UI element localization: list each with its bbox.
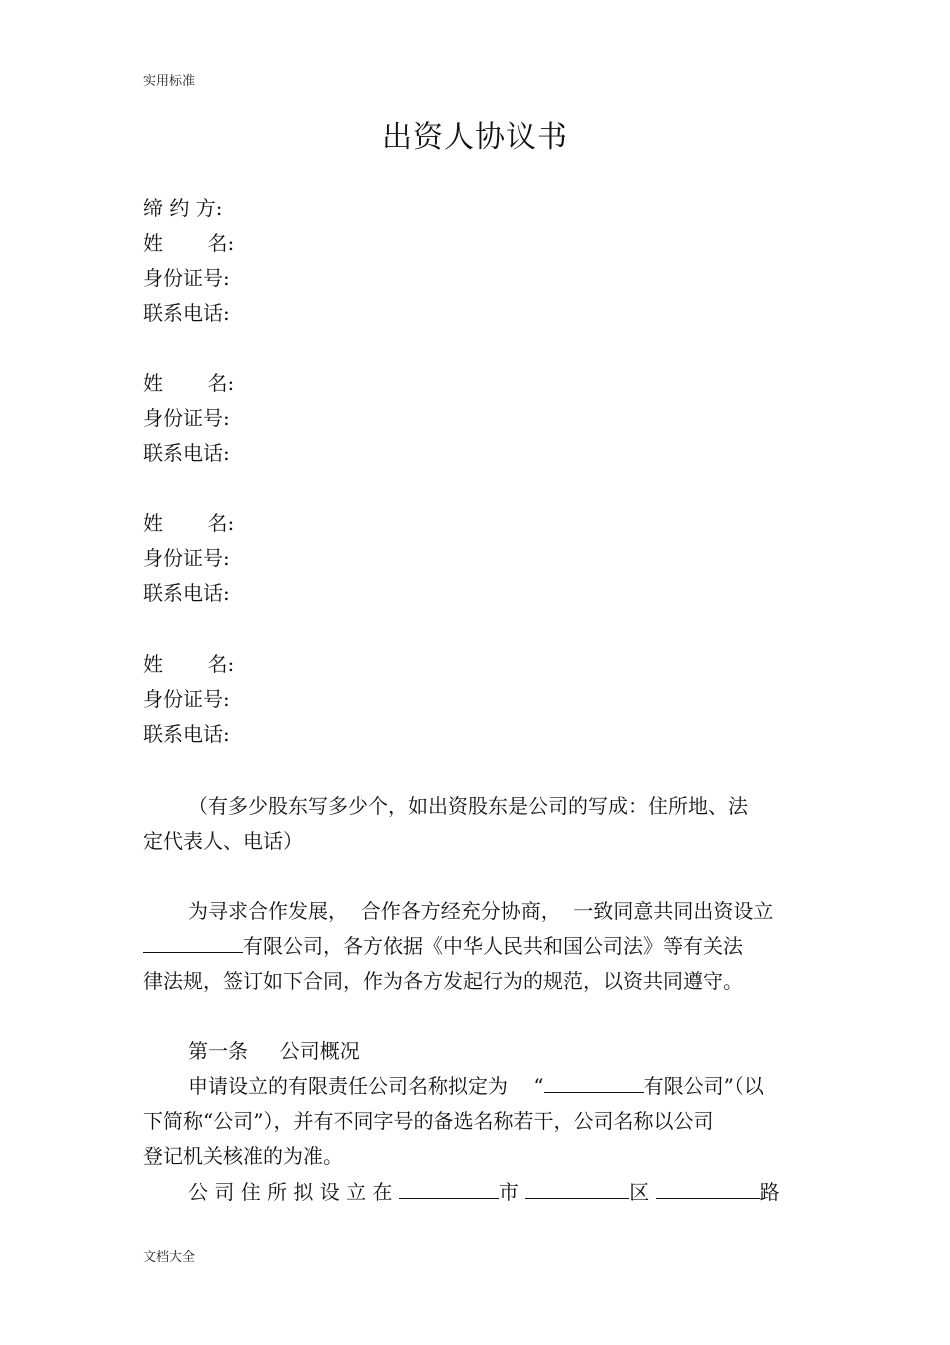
address-line (188, 1178, 780, 1206)
road-blank (656, 1178, 760, 1199)
party-1-phone-label: 联系电话: (143, 301, 230, 325)
note-line-2: 定代表人、电话） (143, 829, 303, 853)
intro-line-2-text: 有限公司，各方依据《中华人民共和国公司法》等有关法 (243, 934, 743, 958)
intro-line-1: 为寻求合作发展， 合作各方经充分协商， 一致同意共同出资设立 (188, 899, 774, 923)
document-title: 出资人协议书 (382, 120, 568, 155)
party-4-phone-label: 联系电话: (143, 722, 230, 746)
city-blank (399, 1178, 499, 1199)
note-line-1: （有多少股东写多少个，如出资股东是公司的写成：住所地、法 (188, 794, 748, 818)
parties-label: 缔 约 方: (143, 196, 223, 220)
article-1-line-1-suffix: 有限公司”（以 (643, 1074, 764, 1098)
article-1-line-2: 下简称“公司”），并有不同字号的备选名称若干，公司名称以公司 (143, 1109, 714, 1133)
page-header-label: 实用标准 (143, 74, 196, 89)
address-prefix: 公 司 住 所 拟 设 立 在 (188, 1180, 393, 1204)
party-3-id-label: 身份证号: (143, 546, 230, 570)
party-1-id-label: 身份证号: (143, 266, 230, 290)
road-label: 路 (759, 1180, 780, 1204)
party-3-phone-label: 联系电话: (143, 581, 230, 605)
party-1-name-label: 姓 名: (143, 231, 235, 255)
article-1-line-1-prefix: 申请设立的有限责任公司名称拟定为 “ (188, 1074, 544, 1098)
intro-line-3: 律法规，签订如下合同，作为各方发起行为的规范，以资共同遵守。 (143, 969, 743, 993)
party-4-id-label: 身份证号: (143, 687, 230, 711)
city-label: 市 (498, 1180, 519, 1204)
district-blank (525, 1178, 629, 1199)
company-name-blank-2 (544, 1072, 644, 1093)
article-1-heading: 第一条 公司概况 (188, 1039, 360, 1063)
page-footer-label: 文档大全 (143, 1250, 196, 1265)
party-3-name-label: 姓 名: (143, 511, 235, 535)
district-label: 区 (629, 1180, 650, 1204)
article-1-line-3: 登记机关核准的为准。 (143, 1144, 343, 1168)
party-4-name-label: 姓 名: (143, 652, 235, 676)
company-name-blank (143, 932, 243, 953)
party-2-name-label: 姓 名: (143, 371, 235, 395)
intro-line-2 (143, 932, 743, 960)
party-2-phone-label: 联系电话: (143, 441, 230, 465)
party-2-id-label: 身份证号: (143, 406, 230, 430)
article-1-line-1 (188, 1072, 764, 1100)
